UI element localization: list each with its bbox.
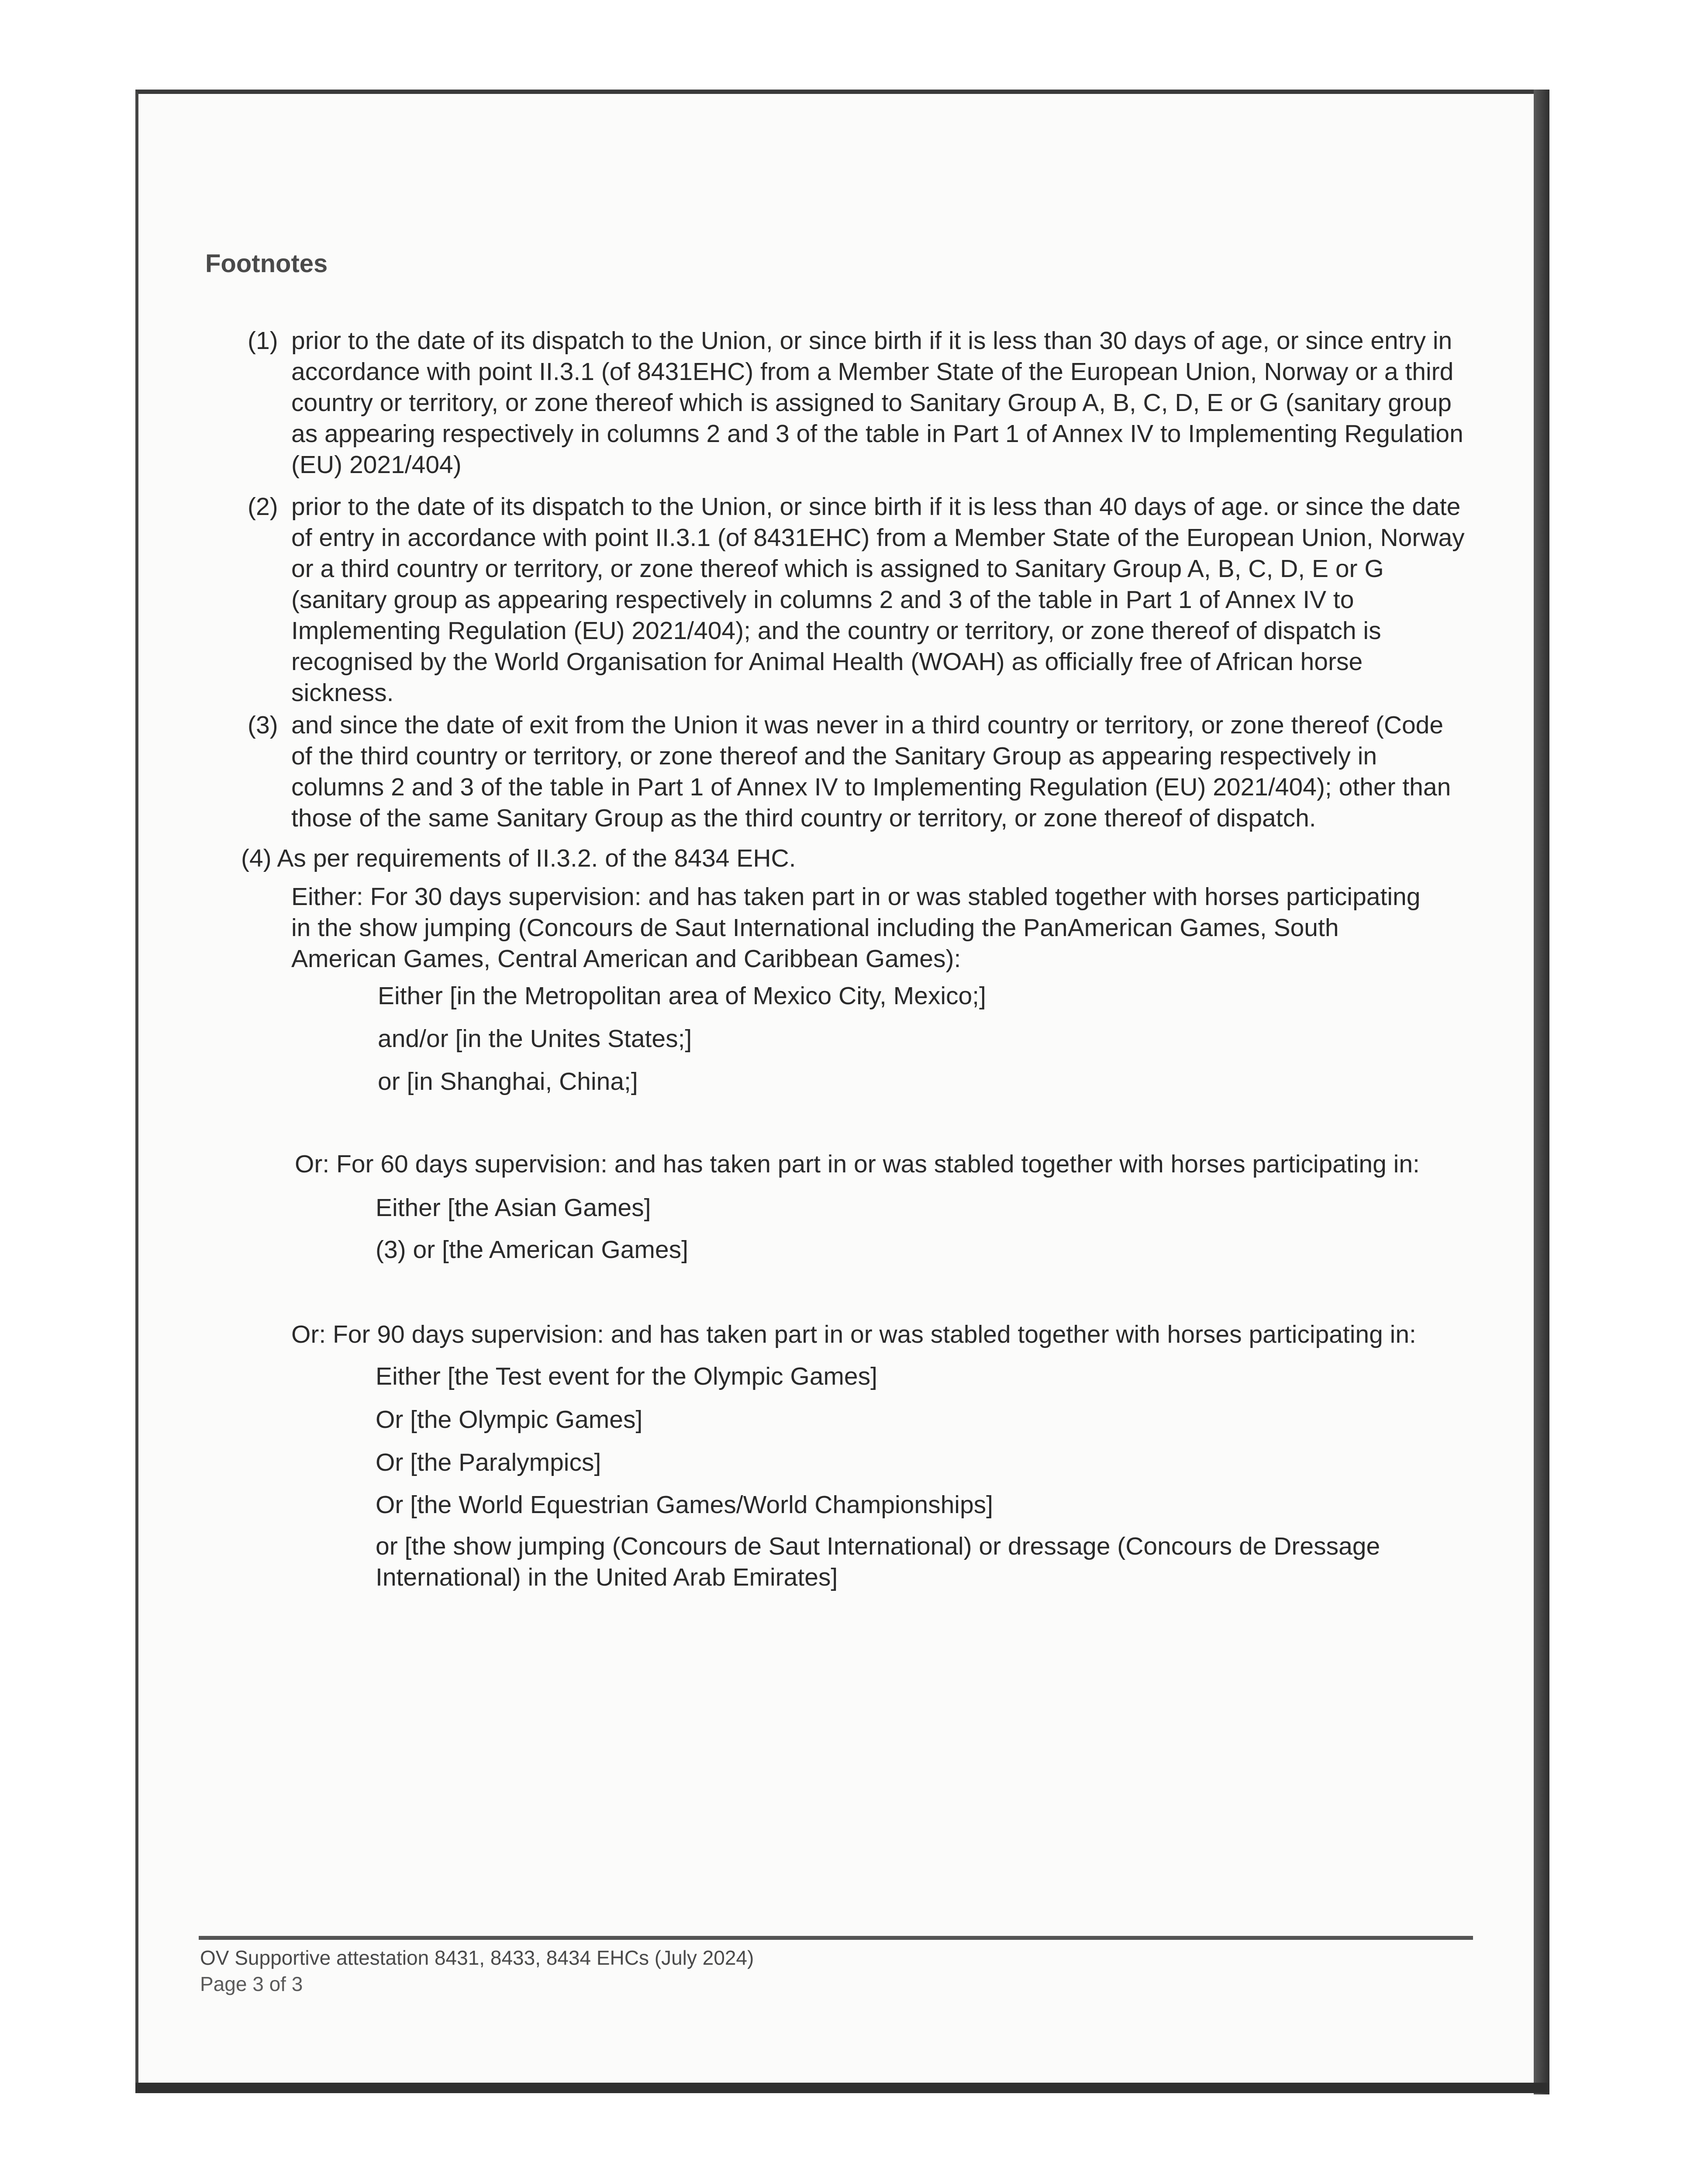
footer-divider (199, 1936, 1473, 1940)
page-number: Page 3 of 3 (200, 1973, 303, 1995)
option-90-item: Or [the Paralympics] (376, 1448, 601, 1476)
option-60-item: Either [the Asian Games] (376, 1194, 651, 1222)
scanner-edge-bottom (135, 2083, 1549, 2093)
footnote-number: (2) (248, 493, 278, 521)
option-90-item: or [the show jumping (Concours de Saut International) or dressage (Concours de Dressage International) in the United Arab Emirates] (376, 1532, 1380, 1591)
scanner-edge-right (1534, 90, 1549, 2094)
footnote-text: prior to the date of its dispatch to the Union, or since birth if it is less than 40 days of age. or since the date of entry in accordance with point II.3.1 (of 8431EHC) from a Member State of the European Union, Norway or a third country or territory, or zone thereof which is assigned to Sanitary Group A, B, C, D, E or G (sanitary group as appearing respectively in columns 2 and 3 of the table in Part 1 of Annex IV to Implementing Regulation (EU) 2021/404); and the country or territory, or zone thereof of dispatch is recognised by the World Organisation for Animal Health (WOAH) as officially free of African horse sickness. (291, 493, 1465, 707)
option-90-item: Or [the Olympic Games] (376, 1406, 643, 1434)
footnote-number: (1) (248, 327, 278, 355)
footnote-1 (248, 325, 1466, 480)
footnote-text: prior to the date of its dispatch to the Union, or since birth if it is less than 30 days of age, or since entry in accordance with point II.3.1 (of 8431EHC) from a Member State of the European Union, Norway or a third country or territory, or zone thereof which is assigned to Sanitary Group A, B, C, D, E or G (sanitary group as appearing respectively in columns 2 and 3 of the table in Part 1 of Annex IV to Implementing Regulation (EU) 2021/404) (291, 327, 1463, 479)
footnote-3 (248, 710, 1466, 834)
footnote-text: and since the date of exit from the Union it was never in a third country or territory, or zone thereof (Code of the third country or territory, or zone thereof and the Sanitary Group as appearing respectively in columns 2 and 3 of the table in Part 1 of Annex IV to Implementing Regulation (EU) 2021/404); other than those of the same Sanitary Group as the third country or territory, or zone thereof of dispatch. (291, 711, 1451, 832)
option-60-days-intro: Or: For 60 days supervision: and has taken part in or was stabled together with horses participating in: (295, 1150, 1420, 1178)
option-90-days-intro: Or: For 90 days supervision: and has taken part in or was stabled together with horses participating in: (291, 1320, 1416, 1348)
footer-title: OV Supportive attestation 8431, 8433, 8434 EHCs (July 2024) (200, 1946, 754, 1969)
footnote-2 (248, 491, 1466, 708)
footnote-number: (3) (248, 711, 278, 739)
option-90-item: Or [the World Equestrian Games/World Championships] (376, 1491, 993, 1519)
option-30-item: or [in Shanghai, China;] (378, 1068, 638, 1095)
option-60-item: (3) or [the American Games] (376, 1236, 688, 1264)
page-heading: Footnotes (205, 249, 328, 278)
footnote-4-title: (4) As per requirements of II.3.2. of the 8434 EHC. (241, 844, 796, 872)
option-30-item: Either [in the Metropolitan area of Mexico City, Mexico;] (378, 982, 986, 1010)
option-30-item: and/or [in the Unites States;] (378, 1025, 692, 1053)
option-90-item: Either [the Test event for the Olympic Games] (376, 1362, 877, 1390)
option-30-days-intro: Either: For 30 days supervision: and has taken part in or was stabled together with horses participating in the show jumping (Concours de Saut International including the PanAmerican Games, South American Games, Central American and Caribbean Games): (291, 883, 1421, 973)
